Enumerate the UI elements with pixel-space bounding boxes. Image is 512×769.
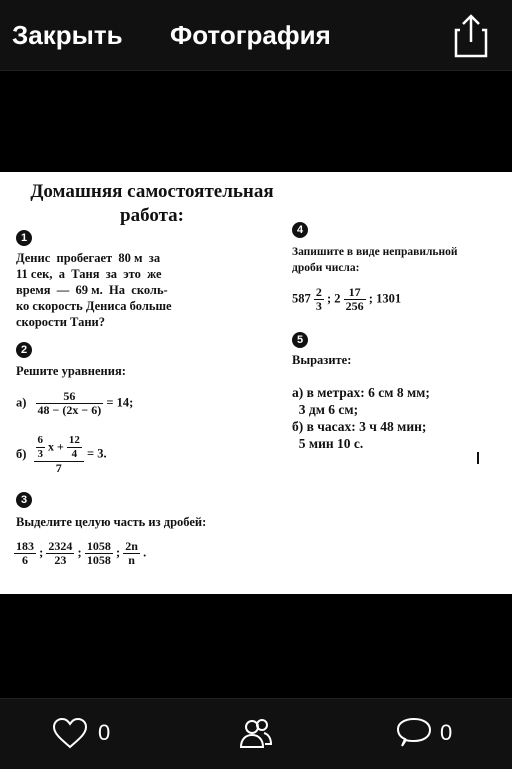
eq-b-denominator: 7 <box>55 461 62 475</box>
t4-whole2: 2 <box>334 291 341 306</box>
page-title: Фотография <box>170 20 331 50</box>
task4-number: 4 <box>292 222 308 238</box>
task5-number: 5 <box>292 332 308 348</box>
comment-icon <box>396 717 432 749</box>
heart-icon <box>52 717 88 749</box>
eq-b-top-den2: 4 <box>71 448 78 460</box>
eq-b-label: б) <box>16 447 27 461</box>
photo-content <box>0 172 512 594</box>
frac3-1-den: 6 <box>22 553 28 567</box>
eq-b-top-mid: x + <box>48 439 64 454</box>
close-button[interactable]: Закрыть <box>12 20 123 50</box>
people-icon <box>238 717 274 749</box>
task3-number: 3 <box>16 492 32 508</box>
task5-body: а) в метрах: 6 см 8 мм; 3 дм 6 см; б) в часах: 3 ч 48 мин; 5 мин 10 с. <box>292 385 430 451</box>
t4-num1: 2 <box>315 285 322 299</box>
eq-a-rhs: = 14; <box>106 395 134 410</box>
equation-a <box>16 390 133 417</box>
eq-b-top-den1: 3 <box>37 448 44 460</box>
t4-whole1: 587 <box>292 291 311 306</box>
comment-button[interactable] <box>396 717 468 749</box>
doc-title-line1: Домашняя самостоятельная <box>30 181 274 202</box>
frac3-2-num: 2324 <box>48 539 73 553</box>
bottom-bar <box>0 698 512 769</box>
eq-b-top-num1: 6 <box>37 434 44 446</box>
doc-title <box>18 180 286 228</box>
text-cursor-mark <box>477 452 479 464</box>
eq-a-label: а) <box>16 395 27 410</box>
equation-b <box>16 434 107 475</box>
task1-number: 1 <box>16 230 32 246</box>
t4-den2: 256 <box>345 299 364 313</box>
task1-text: Денис пробегает 80 м за 11 сек, а Таня за это же время — 69 м. На сколь- ко скорость Дениса больше скорости Тани? <box>16 251 172 329</box>
frac3-4-den: n <box>128 553 135 567</box>
eq-b-rhs: = 3. <box>87 446 107 461</box>
eq-a-denominator: 48 − (2x − 6) <box>37 403 102 417</box>
frac3-2-den: 23 <box>54 553 67 567</box>
task3-fractions: $\frac{183}{6}$ ; $\frac{2324}{23}$ ; $\frac{1058}{1058}$ ; $\frac{2n}{n}$ . <box>16 539 147 567</box>
doc-title-line2: работа: <box>120 205 184 226</box>
comment-count: 0 <box>440 720 453 745</box>
task4-text: Запишите в виде неправильной дроби числа: <box>292 246 458 274</box>
frac3-3-den: 1058 <box>86 553 111 567</box>
people-button[interactable] <box>238 717 274 749</box>
frac3-3-num: 1058 <box>86 539 111 553</box>
like-count: 0 <box>98 720 111 745</box>
task3-text: Выделите целую часть из дробей: <box>16 515 207 529</box>
task2-number: 2 <box>16 342 32 358</box>
like-button[interactable] <box>52 717 124 749</box>
eq-b-top-num2: 12 <box>68 434 80 446</box>
t4-last: 1301 <box>376 291 402 306</box>
task2-text: Решите уравнения: <box>16 364 126 378</box>
t4-num2: 17 <box>344 286 366 300</box>
frac3-1-num: 183 <box>16 539 34 553</box>
task5-text: Выразите: <box>292 353 352 367</box>
t4-den1: 3 <box>315 299 322 313</box>
task4-numbers: 587 $\frac{2}{3}$ ; 2 $\frac{17}{256}$ ; 1301 <box>292 285 402 313</box>
frac3-4-num: 2n <box>125 539 138 553</box>
top-bar <box>0 0 512 71</box>
share-icon[interactable] <box>452 12 490 58</box>
eq-a-numerator: 56 <box>36 390 104 404</box>
